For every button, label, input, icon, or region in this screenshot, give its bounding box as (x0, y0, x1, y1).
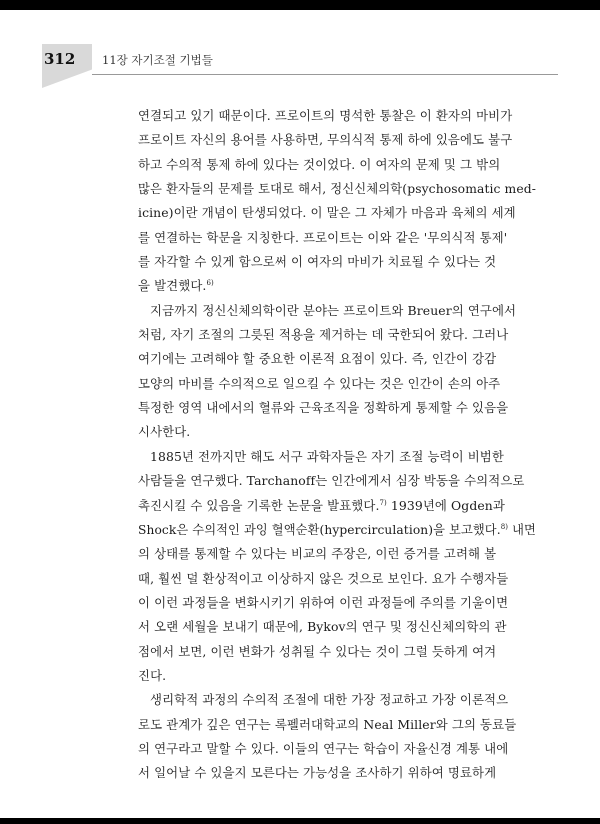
paragraph (138, 445, 536, 688)
bottom-border (0, 818, 600, 824)
text-line: 서 오랜 세월을 보내기 때문에, Bykov의 연구 및 정신신체의학의 관 (138, 619, 507, 635)
text-line: 서 일어날 수 있을지 모른다는 가능성을 조사하기 위하여 명료하게 (138, 765, 497, 781)
text-line: 로도 관계가 깊은 연구는 록펠러대학교의 Neal Miller와 그의 동료들 (138, 716, 517, 732)
text-line: 때, 훨씬 덜 환상적이고 이상하지 않은 것으로 보인다. 요가 수행자들 (138, 570, 509, 586)
text-line: 이 이런 과정들을 변화시키기 위하여 이런 과정들에 주의를 기울이면 (138, 594, 509, 610)
top-border (0, 0, 600, 10)
text-line: 의 연구라고 말할 수 있다. 이들의 연구는 학습이 자율신경 계통 내에 (138, 740, 509, 756)
text-run: 내면 (508, 522, 536, 537)
text-line: 진다. (138, 667, 167, 683)
text-line: 생리학적 과정의 수의적 조절에 대한 가장 정교하고 가장 이론적으 (150, 692, 509, 708)
text-line: 많은 환자들의 문제를 토대로 해서, 정신신체의학(psychosomatic med- (138, 182, 537, 197)
header-rule (92, 74, 558, 75)
text-line: 의 상태를 통제할 수 있다는 비교의 주장은, 이런 증거를 고려해 볼 (138, 546, 497, 562)
text-line: 점에서 보면, 이런 변화가 성취될 수 있다는 것이 그럴 듯하게 여겨 (138, 643, 497, 659)
text-line: icine)이란 개념이 탄생되었다. 이 말은 그 자체가 마음과 육체의 세계 (138, 205, 516, 221)
text-line (138, 274, 536, 298)
text-line (138, 494, 536, 518)
text-line: 를 자각할 수 있게 함으로써 이 여자의 마비가 치료될 수 있다는 것 (138, 254, 497, 270)
text-line: 처럼, 자기 조절의 그릇된 적용을 제거하는 데 국한되어 왔다. 그러나 (138, 327, 509, 343)
text-line: 사람들을 연구했다. Tarchanoff는 인간에게서 심장 박동을 수의적으로 (138, 473, 525, 489)
text-line: 프로이트 자신의 용어를 사용하면, 무의식적 통제 하에 있음에도 불구 (138, 132, 513, 148)
running-head: 11장 자기조절 기법들 (102, 53, 213, 67)
footnote-ref: 7) (379, 498, 387, 507)
text-line: 하고 수의적 통제 하에 있다는 것이었다. 이 여자의 문제 및 그 밖의 (138, 156, 501, 172)
paragraph (138, 299, 536, 445)
text-line: 를 연결하는 학문을 지칭한다. 프로이트는 이와 같은 '무의식적 통제' (138, 229, 508, 245)
text-line: 특정한 영역 내에서의 혈류와 근육조직을 정확하게 통제할 수 있음을 (138, 400, 509, 416)
text-line: 연결되고 있기 때문이다. 프로이트의 명석한 통찰은 이 환자의 마비가 (138, 108, 513, 123)
text-line: 지금까지 정신신체의학이란 분야는 프로이트와 Breuer의 연구에서 (150, 302, 517, 318)
page-header (0, 44, 600, 90)
text-run: 촉진시킬 수 있음을 기록한 논문을 발표했다. (138, 497, 380, 513)
text-line: 시사한다. (138, 424, 191, 440)
text-line: 1885년 전까지만 해도 서구 과학자들은 자기 조절 능력이 비범한 (150, 448, 504, 464)
text-line: 모양의 마비를 수의적으로 일으킬 수 있다는 것은 인간이 손의 아주 (138, 375, 501, 391)
paragraph (138, 688, 536, 785)
paragraph (138, 104, 536, 299)
text-run: 을 발견했다. (138, 278, 207, 294)
text-line: 여기에는 고려해야 할 중요한 이론적 요점이 있다. 즉, 인간이 강감 (138, 351, 497, 367)
body-text (138, 104, 536, 786)
text-line (138, 518, 536, 542)
footnote-ref: 8) (500, 522, 509, 531)
footnote-ref: 6) (206, 279, 214, 288)
text-run: Shock은 수의적인 과잉 혈액순환(hypercirculation)을 보고했다. (138, 522, 501, 537)
text-run: 1939년에 Ogden과 (386, 497, 505, 513)
page-number: 312 (44, 50, 76, 68)
